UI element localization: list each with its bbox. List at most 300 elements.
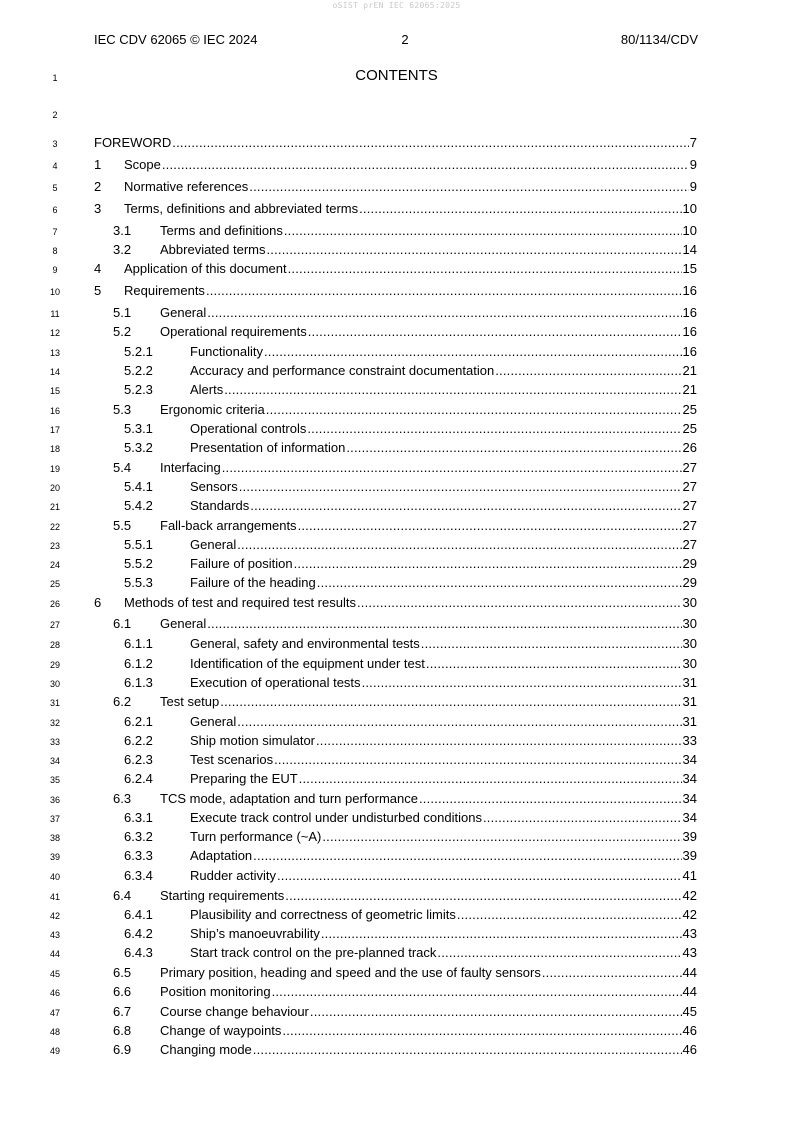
toc-page-number: 27 (682, 537, 697, 552)
line-number: 26 (49, 599, 60, 609)
toc-page-number: 41 (682, 868, 697, 883)
toc-entry-title: Alerts (190, 382, 224, 397)
toc-dot-leader (172, 135, 688, 150)
header-reference: 80/1134/CDV (620, 32, 698, 47)
page-title: CONTENTS (355, 67, 438, 84)
toc-entry-body (160, 888, 697, 903)
toc-entry-body (160, 518, 697, 533)
toc-entry[interactable] (0, 344, 793, 364)
toc-entry-title: Changing mode (160, 1042, 252, 1057)
toc-entry-title: Accuracy and performance constraint documentation (190, 363, 495, 378)
toc-page-number: 46 (682, 1042, 697, 1057)
toc-dot-leader (298, 518, 682, 533)
toc-entry-title: Scope (124, 157, 161, 172)
toc-page-number: 10 (682, 201, 697, 216)
toc-entry-body (124, 595, 697, 610)
toc-entry-title: Position monitoring (160, 984, 271, 999)
toc-entry[interactable] (0, 460, 793, 480)
line-number: 19 (49, 464, 60, 474)
toc-entry[interactable] (0, 556, 793, 576)
toc-dot-leader (317, 575, 682, 590)
line-number: 17 (49, 425, 60, 435)
toc-entry-body (190, 421, 697, 436)
toc-dot-leader (250, 498, 681, 513)
toc-dot-leader (288, 261, 682, 276)
toc-entry-title: TCS mode, adaptation and turn performance (160, 791, 418, 806)
toc-page-number: 30 (682, 616, 697, 631)
toc-dot-leader (162, 157, 689, 172)
toc-entry-title: Rudder activity (190, 868, 276, 883)
toc-section-number: 6.2 (113, 694, 132, 709)
toc-entry[interactable] (0, 1042, 793, 1062)
toc-dot-leader (362, 675, 682, 690)
line-number: 23 (49, 541, 60, 551)
toc-entry[interactable] (0, 421, 793, 441)
header-page-number: 2 (401, 32, 409, 47)
toc-entry-body (160, 460, 697, 475)
toc-entry-body (124, 201, 697, 216)
toc-entry[interactable] (0, 945, 793, 965)
toc-dot-leader (249, 179, 688, 194)
toc-entry[interactable] (0, 656, 793, 676)
toc-entry[interactable] (0, 518, 793, 538)
toc-section-number: 6.7 (113, 1004, 132, 1019)
toc-page-number: 42 (682, 888, 697, 903)
toc-entry[interactable] (0, 242, 793, 262)
toc-section-number: 6.3.2 (124, 829, 153, 844)
toc-dot-leader (285, 888, 681, 903)
toc-entry-body (190, 752, 697, 767)
toc-dot-leader (207, 616, 681, 631)
toc-entry-body (190, 636, 697, 651)
line-number: 49 (49, 1046, 60, 1056)
toc-page-number: 44 (682, 984, 697, 999)
toc-dot-leader (308, 324, 682, 339)
line-number: 41 (49, 892, 60, 902)
toc-entry[interactable] (0, 868, 793, 888)
toc-page-number: 16 (682, 305, 697, 320)
toc-section-number: 5.4.1 (124, 479, 153, 494)
toc-entry[interactable] (0, 965, 793, 985)
toc-entry[interactable] (0, 984, 793, 1004)
toc-entry[interactable] (0, 402, 793, 422)
toc-section-number: 5.2.2 (124, 363, 153, 378)
toc-entry[interactable] (0, 810, 793, 830)
toc-dot-leader (237, 537, 681, 552)
toc-page-number: 34 (682, 752, 697, 767)
toc-entry-body (160, 223, 697, 238)
toc-entry-title: Fall-back arrangements (160, 518, 297, 533)
toc-entry-title: FOREWORD (94, 135, 172, 150)
toc-page-number: 29 (682, 575, 697, 590)
toc-entry[interactable] (0, 733, 793, 753)
toc-entry-title: Test setup (160, 694, 220, 709)
toc-section-number: 6.3.4 (124, 868, 153, 883)
toc-section-number: 5.5.2 (124, 556, 153, 571)
toc-entry[interactable] (0, 694, 793, 714)
toc-entry-body (160, 965, 697, 980)
toc-entry-body (190, 868, 697, 883)
toc-dot-leader (277, 868, 682, 883)
toc-entry[interactable] (0, 440, 793, 460)
toc-page-number: 39 (682, 829, 697, 844)
toc-entry-title: Sensors (190, 479, 238, 494)
line-number: 10 (49, 287, 60, 297)
toc-entry-body (160, 616, 697, 631)
toc-entry[interactable] (0, 575, 793, 595)
toc-dot-leader (253, 848, 681, 863)
toc-dot-leader (294, 556, 682, 571)
toc-section-number: 4 (94, 261, 102, 276)
toc-entry-title: Start track control on the pre-planned track (190, 945, 437, 960)
line-number: 4 (52, 161, 58, 171)
toc-entry[interactable] (0, 157, 793, 177)
toc-entry-body (160, 1042, 697, 1057)
toc-page-number: 43 (682, 945, 697, 960)
toc-page-number: 10 (682, 223, 697, 238)
toc-page-number: 25 (682, 402, 697, 417)
toc-section-number: 5.5.1 (124, 537, 153, 552)
toc-page-number: 30 (682, 595, 697, 610)
toc-section-number: 6.2.3 (124, 752, 153, 767)
toc-entry-body (190, 440, 697, 455)
toc-entry-body (190, 771, 697, 786)
toc-entry[interactable] (0, 714, 793, 734)
toc-section-number: 5.3 (113, 402, 132, 417)
toc-section-number: 6.4 (113, 888, 132, 903)
toc-entry[interactable] (0, 907, 793, 927)
toc-page-number: 27 (682, 498, 697, 513)
toc-entry-body (190, 498, 697, 513)
toc-dot-leader (253, 1042, 682, 1057)
toc-entry-title: General (190, 537, 237, 552)
toc-section-number: 6.2.4 (124, 771, 153, 786)
toc-dot-leader (357, 595, 682, 610)
toc-entry[interactable] (0, 261, 793, 281)
toc-entry-title: General, safety and environmental tests (190, 636, 420, 651)
toc-entry-body (160, 1023, 697, 1038)
toc-entry-title: General (160, 616, 207, 631)
toc-page-number: 31 (682, 675, 697, 690)
toc-entry-title: Primary position, heading and speed and the use of faulty sensors (160, 965, 541, 980)
toc-entry[interactable] (0, 752, 793, 772)
toc-entry-title: Plausibility and correctness of geometric limits (190, 907, 456, 922)
toc-entry-body (190, 556, 697, 571)
line-number: 7 (52, 227, 58, 237)
toc-entry[interactable] (0, 675, 793, 695)
toc-dot-leader (426, 656, 682, 671)
toc-section-number: 6.3 (113, 791, 132, 806)
toc-entry-title: Adaptation (190, 848, 253, 863)
toc-section-number: 5.2 (113, 324, 132, 339)
toc-entry-title: Presentation of information (190, 440, 346, 455)
toc-entry-title: Interfacing (160, 460, 221, 475)
toc-section-number: 5.3.1 (124, 421, 153, 436)
toc-entry[interactable] (0, 479, 793, 499)
toc-entry-body (124, 261, 697, 276)
toc-entry-title: Identification of the equipment under test (190, 656, 425, 671)
line-number: 43 (49, 930, 60, 940)
line-number: 33 (49, 737, 60, 747)
toc-dot-leader (266, 402, 682, 417)
toc-dot-leader (419, 791, 682, 806)
toc-section-number: 6.4.3 (124, 945, 153, 960)
toc-entry-body (190, 575, 697, 590)
toc-section-number: 3 (94, 201, 102, 216)
toc-entry-body (190, 907, 697, 922)
toc-page-number: 31 (682, 694, 697, 709)
toc-entry-body (124, 157, 697, 172)
toc-page-number: 16 (682, 283, 697, 298)
line-number: 38 (49, 833, 60, 843)
toc-entry[interactable] (0, 1004, 793, 1024)
toc-entry-title: Terms, definitions and abbreviated terms (124, 201, 359, 216)
toc-dot-leader (437, 945, 681, 960)
toc-dot-leader (316, 733, 682, 748)
toc-entry-body (124, 283, 697, 298)
toc-page-number: 25 (682, 421, 697, 436)
toc-dot-leader (284, 223, 682, 238)
toc-entry-body (160, 694, 697, 709)
toc-entry[interactable] (0, 1023, 793, 1043)
toc-entry[interactable] (0, 926, 793, 946)
line-number: 29 (49, 660, 60, 670)
toc-entry[interactable] (0, 201, 793, 221)
toc-entry-body (190, 675, 697, 690)
toc-entry[interactable] (0, 305, 793, 325)
toc-entry-body (190, 382, 697, 397)
toc-page-number: 29 (682, 556, 697, 571)
toc-section-number: 6.1.3 (124, 675, 153, 690)
toc-entry[interactable] (0, 537, 793, 557)
document-watermark: oSIST prEN IEC 62065:2025 (332, 1, 461, 10)
toc-entry[interactable] (0, 888, 793, 908)
toc-page-number: 26 (682, 440, 697, 455)
toc-dot-leader (274, 752, 681, 767)
toc-section-number: 6.8 (113, 1023, 132, 1038)
toc-page-number: 30 (682, 656, 697, 671)
toc-section-number: 6.3.3 (124, 848, 153, 863)
toc-entry[interactable] (0, 498, 793, 518)
toc-page-number: 27 (682, 518, 697, 533)
toc-section-number: 6 (94, 595, 102, 610)
toc-page-number: 27 (682, 460, 697, 475)
line-number: 30 (49, 679, 60, 689)
toc-entry-title: Functionality (190, 344, 263, 359)
toc-entry[interactable] (0, 179, 793, 199)
toc-entry-title: Turn performance (~A) (190, 829, 322, 844)
toc-dot-leader (542, 965, 682, 980)
toc-entry-title: Ship motion simulator (190, 733, 315, 748)
toc-dot-leader (222, 460, 682, 475)
toc-page-number: 34 (682, 810, 697, 825)
line-number: 34 (49, 756, 60, 766)
toc-entry-title: Starting requirements (160, 888, 285, 903)
toc-page-number: 16 (682, 344, 697, 359)
line-number: 2 (52, 110, 58, 120)
toc-dot-leader (421, 636, 682, 651)
line-number: 22 (49, 522, 60, 532)
toc-entry-title: Execution of operational tests (190, 675, 361, 690)
toc-entry[interactable] (0, 135, 793, 155)
line-number: 28 (49, 640, 60, 650)
toc-entry[interactable] (0, 636, 793, 656)
toc-entry-title: Terms and definitions (160, 223, 283, 238)
toc-page-number: 7 (689, 135, 697, 150)
line-number: 21 (49, 502, 60, 512)
toc-entry[interactable] (0, 829, 793, 849)
toc-page-number: 30 (682, 636, 697, 651)
toc-section-number: 5.5.3 (124, 575, 153, 590)
line-number: 42 (49, 911, 60, 921)
toc-entry-title: Application of this document (124, 261, 287, 276)
toc-entry-title: Ship’s manoeuvrability (190, 926, 320, 941)
toc-page-number: 9 (689, 157, 697, 172)
toc-section-number: 5.2.1 (124, 344, 153, 359)
toc-section-number: 5.4 (113, 460, 132, 475)
line-number: 48 (49, 1027, 60, 1037)
toc-entry-body (190, 656, 697, 671)
toc-entry[interactable] (0, 382, 793, 402)
toc-dot-leader (322, 829, 681, 844)
toc-entry[interactable] (0, 363, 793, 383)
toc-page-number: 34 (682, 791, 697, 806)
toc-entry-title: Operational requirements (160, 324, 307, 339)
toc-dot-leader (264, 344, 682, 359)
toc-entry-body (190, 926, 697, 941)
toc-entry-body (160, 984, 697, 999)
toc-section-number: 6.3.1 (124, 810, 153, 825)
line-number: 36 (49, 795, 60, 805)
toc-entry-body (190, 829, 697, 844)
toc-entry-title: Course change behaviour (160, 1004, 309, 1019)
line-number: 1 (52, 73, 58, 83)
toc-dot-leader (299, 771, 682, 786)
toc-entry-body (124, 179, 697, 194)
toc-section-number: 6.1 (113, 616, 132, 631)
toc-section-number: 6.1.1 (124, 636, 153, 651)
toc-section-number: 5.4.2 (124, 498, 153, 513)
toc-section-number: 6.1.2 (124, 656, 153, 671)
toc-section-number: 6.4.1 (124, 907, 153, 922)
toc-dot-leader (359, 201, 681, 216)
toc-section-number: 6.5 (113, 965, 132, 980)
toc-entry-title: Methods of test and required test results (124, 595, 356, 610)
toc-section-number: 5.1 (113, 305, 132, 320)
line-number: 16 (49, 406, 60, 416)
toc-entry[interactable] (0, 771, 793, 791)
toc-page-number: 44 (682, 965, 697, 980)
header-document-id: IEC CDV 62065 © IEC 2024 (94, 32, 258, 47)
toc-entry-body (190, 479, 697, 494)
toc-entry-title: Standards (190, 498, 250, 513)
line-number: 44 (49, 949, 60, 959)
toc-section-number: 6.2.2 (124, 733, 153, 748)
toc-section-number: 6.2.1 (124, 714, 153, 729)
toc-entry-title: Execute track control under undisturbed conditions (190, 810, 482, 825)
toc-page-number: 33 (682, 733, 697, 748)
toc-entry[interactable] (0, 283, 793, 303)
toc-entry[interactable] (0, 848, 793, 868)
toc-entry-body (160, 324, 697, 339)
toc-page-number: 42 (682, 907, 697, 922)
toc-dot-leader (483, 810, 682, 825)
toc-section-number: 5 (94, 283, 102, 298)
toc-section-number: 3.2 (113, 242, 132, 257)
line-number: 32 (49, 718, 60, 728)
toc-entry-body (190, 363, 697, 378)
line-number: 39 (49, 852, 60, 862)
toc-section-number: 5.3.2 (124, 440, 153, 455)
toc-section-number: 6.4.2 (124, 926, 153, 941)
toc-entry-body (190, 344, 697, 359)
toc-page-number: 9 (689, 179, 697, 194)
toc-entry-title: Operational controls (190, 421, 307, 436)
toc-entry-title: Ergonomic criteria (160, 402, 265, 417)
line-number: 31 (49, 698, 60, 708)
toc-dot-leader (206, 283, 682, 298)
toc-entry[interactable] (0, 595, 793, 615)
toc-page-number: 43 (682, 926, 697, 941)
toc-entry-body (190, 733, 697, 748)
toc-entry[interactable] (0, 791, 793, 811)
toc-entry-title: Failure of the heading (190, 575, 316, 590)
toc-dot-leader (220, 694, 681, 709)
toc-entry[interactable] (0, 223, 793, 243)
toc-section-number: 1 (94, 157, 102, 172)
toc-entry-title: Failure of position (190, 556, 293, 571)
toc-entry[interactable] (0, 324, 793, 344)
toc-page-number: 27 (682, 479, 697, 494)
toc-entry-title: General (190, 714, 237, 729)
toc-dot-leader (495, 363, 681, 378)
toc-dot-leader (272, 984, 682, 999)
toc-dot-leader (207, 305, 681, 320)
line-number: 37 (49, 814, 60, 824)
line-number: 40 (49, 872, 60, 882)
toc-page-number: 46 (682, 1023, 697, 1038)
toc-dot-leader (321, 926, 682, 941)
toc-entry-body (190, 537, 697, 552)
toc-page-number: 21 (682, 363, 697, 378)
toc-dot-leader (224, 382, 681, 397)
line-number: 35 (49, 775, 60, 785)
toc-entry-title: Test scenarios (190, 752, 274, 767)
line-number: 20 (49, 483, 60, 493)
toc-entry-body (160, 242, 697, 257)
line-number: 3 (52, 139, 58, 149)
toc-entry-body (190, 810, 697, 825)
toc-page-number: 16 (682, 324, 697, 339)
toc-page-number: 15 (682, 261, 697, 276)
line-number: 9 (52, 265, 58, 275)
toc-section-number: 6.6 (113, 984, 132, 999)
toc-entry-body (160, 305, 697, 320)
toc-section-number: 6.9 (113, 1042, 132, 1057)
toc-section-number: 5.2.3 (124, 382, 153, 397)
line-number: 12 (49, 328, 60, 338)
line-number: 46 (49, 988, 60, 998)
toc-page-number: 31 (682, 714, 697, 729)
toc-entry[interactable] (0, 616, 793, 636)
toc-page-number: 21 (682, 382, 697, 397)
line-number: 18 (49, 444, 60, 454)
toc-dot-leader (346, 440, 681, 455)
toc-entry-body (190, 848, 697, 863)
toc-entry-title: Normative references (124, 179, 249, 194)
toc-dot-leader (267, 242, 682, 257)
toc-entry-body (160, 791, 697, 806)
